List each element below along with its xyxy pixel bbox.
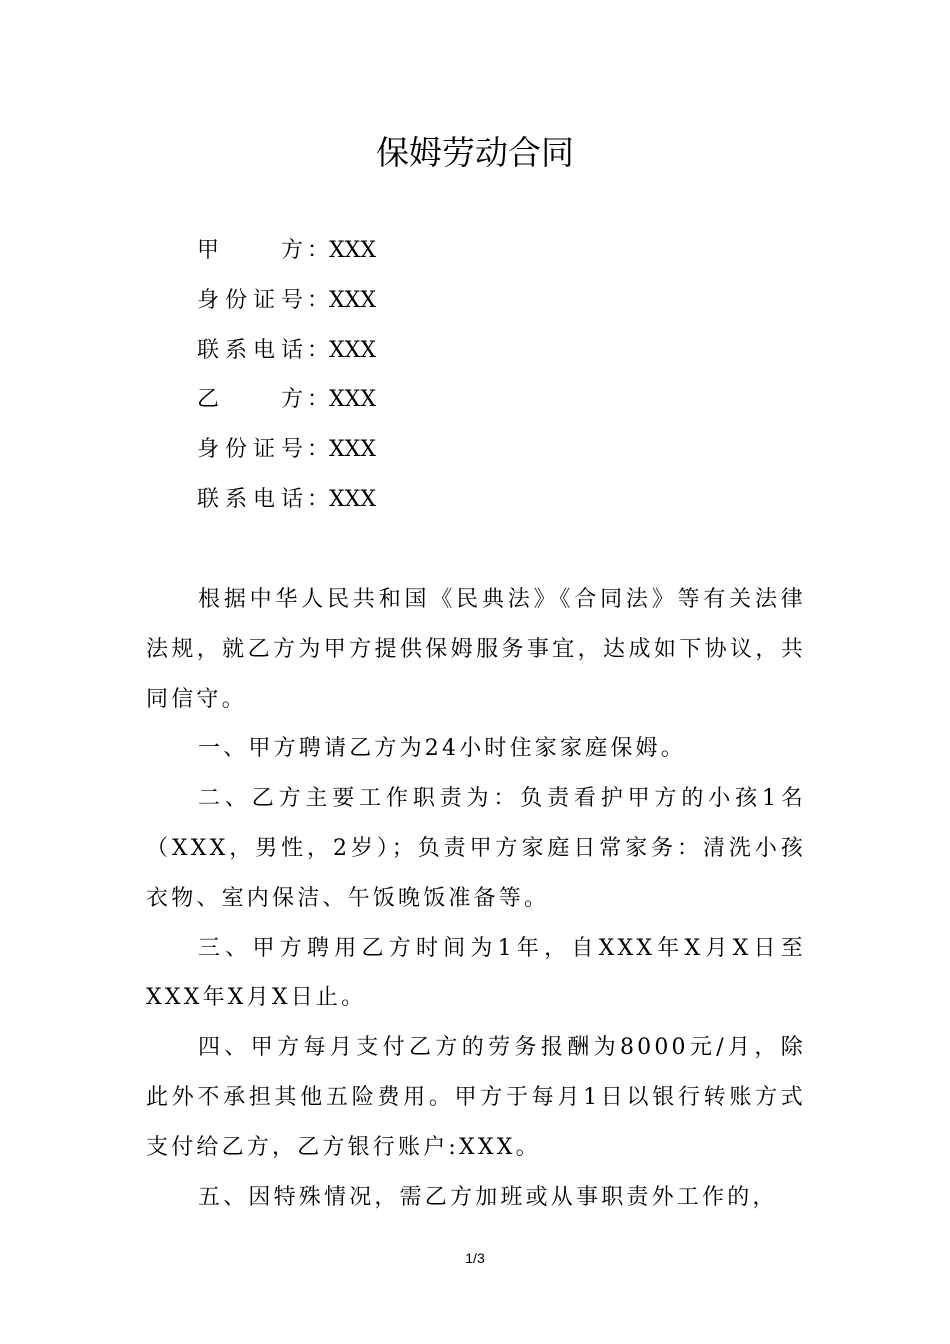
party-b-row	[197, 375, 376, 425]
clause-2-paragraph: 二、乙方主要工作职责为：负责看护甲方的小孩1名（XXX，男性，2岁）；负责甲方家庭日常家务：清洗小孩衣物、室内保洁、午饭晚饭准备等。	[146, 786, 806, 911]
party-b-id-colon: ：	[307, 437, 330, 463]
party-b-phone-label: 联系电话	[197, 486, 307, 512]
party-a-row	[197, 226, 376, 276]
clause-3-paragraph: 三、甲方聘用乙方时间为1年，自XXX年X月X日至XXX年X月X日止。	[146, 935, 806, 1011]
party-a-label: 甲方	[197, 238, 307, 263]
preamble-paragraph: 根据中华人民共和国《民典法》《合同法》等有关法律法规，就乙方为甲方提供保姆服务事宜，达成如下协议，共同信守。	[146, 587, 806, 712]
party-a-phone-value: XXX	[329, 337, 377, 363]
party-b-id-label: 身份证号	[197, 437, 307, 463]
party-a-phone-row	[197, 326, 376, 376]
party-b-value: XXX	[329, 387, 377, 413]
party-b-phone-row	[197, 475, 376, 525]
party-a-phone-label: 联系电话	[197, 337, 307, 363]
party-b-phone-colon: ：	[307, 486, 330, 512]
party-a-id-label: 身份证号	[197, 287, 307, 313]
party-a-id-value: XXX	[329, 287, 377, 313]
party-b-label: 乙方	[197, 387, 307, 413]
party-b-phone-value: XXX	[329, 486, 377, 512]
party-b-colon: ：	[307, 387, 330, 413]
party-b-id-row	[197, 425, 376, 475]
party-b-id-value: XXX	[329, 437, 377, 463]
party-info-block	[197, 226, 376, 525]
party-a-colon: ：	[307, 238, 330, 263]
contract-body	[146, 575, 806, 1222]
party-a-id-colon: ：	[307, 287, 330, 313]
page-number: 1/3	[465, 1250, 485, 1266]
party-a-value: XXX	[329, 238, 377, 263]
party-a-phone-colon: ：	[307, 337, 330, 363]
clause-4-paragraph: 四、甲方每月支付乙方的劳务报酬为8000元/月，除此外不承担其他五险费用。甲方于每月1日以银行转账方式支付给乙方，乙方银行账户:XXX。	[146, 1035, 806, 1160]
document-title: 保姆劳动合同	[376, 133, 574, 172]
clause-5-paragraph: 五、因特殊情况，需乙方加班或从事职责外工作的，	[198, 1184, 778, 1210]
party-a-id-row	[197, 276, 376, 326]
clause-1-paragraph: 一、甲方聘请乙方为24小时住家家庭保姆。	[198, 736, 686, 762]
